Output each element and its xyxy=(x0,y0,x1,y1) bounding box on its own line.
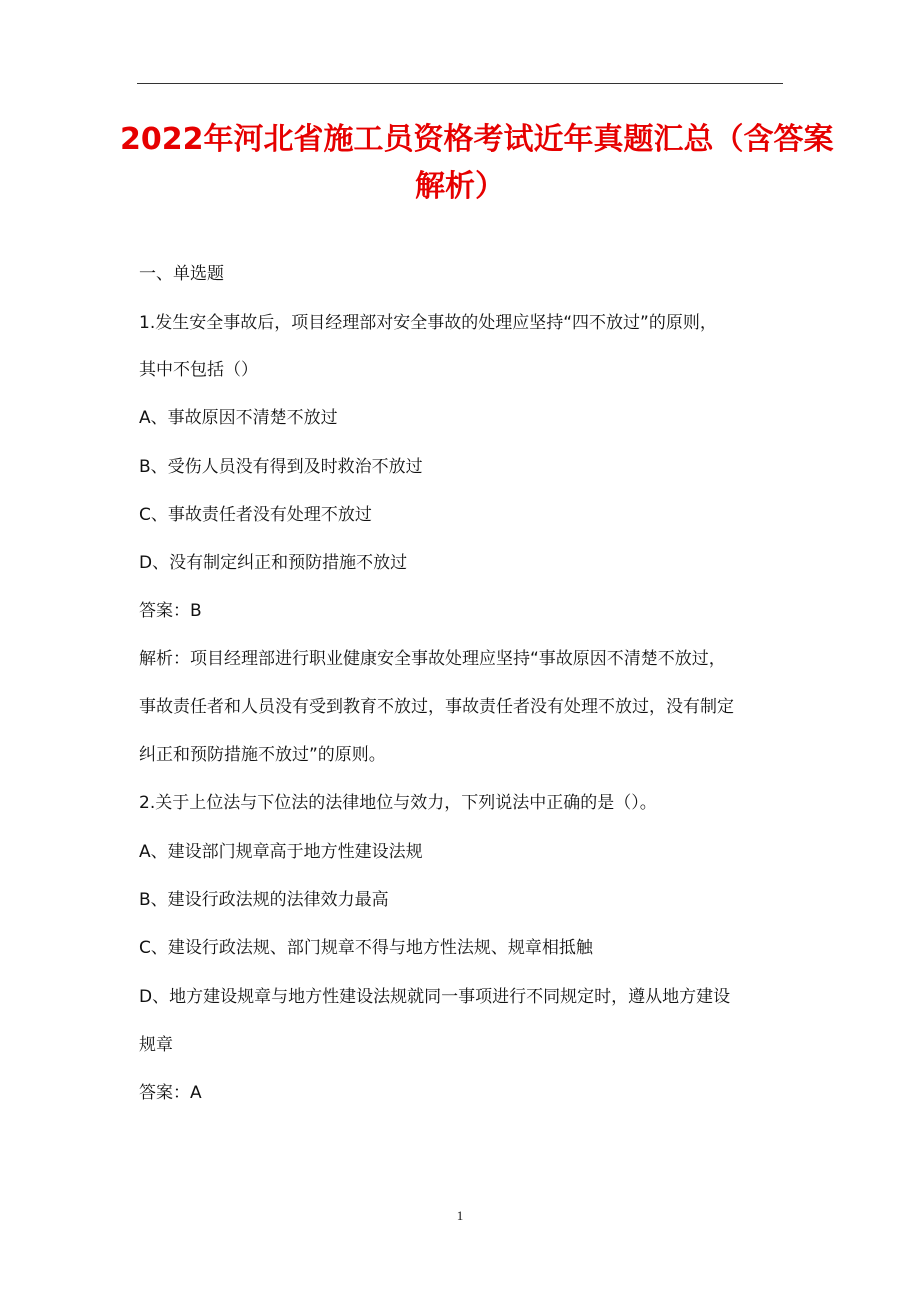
question-2-option-a: A、建设部门规章高于地方性建设法规 xyxy=(139,842,423,862)
question-1-option-d: D、没有制定纠正和预防措施不放过 xyxy=(139,553,408,573)
question-1-answer: 答案：B xyxy=(139,601,202,621)
question-2-stem: 2.关于上位法与下位法的法律地位与效力，下列说法中正确的是（）。 xyxy=(139,793,657,813)
question-2-option-b: B、建设行政法规的法律效力最高 xyxy=(139,890,389,910)
document-title-line-1: 2022年河北省施工员资格考试近年真题汇总（含答案 xyxy=(120,122,834,157)
question-2-option-c: C、建设行政法规、部门规章不得与地方性法规、规章相抵触 xyxy=(139,938,593,958)
question-1-option-b: B、受伤人员没有得到及时救治不放过 xyxy=(139,457,423,477)
question-2-option-d-line-2: 规章 xyxy=(139,1035,173,1055)
question-1-analysis-line-1: 解析：项目经理部进行职业健康安全事故处理应坚持“事故原因不清楚不放过， xyxy=(139,649,726,669)
section-heading: 一、单选题 xyxy=(139,264,224,284)
question-1-option-c: C、事故责任者没有处理不放过 xyxy=(139,505,372,525)
question-2-answer: 答案：A xyxy=(139,1083,202,1103)
question-1-option-a: A、事故原因不清楚不放过 xyxy=(139,408,338,428)
question-1-stem-line-1: 1.发生安全事故后，项目经理部对安全事故的处理应坚持“四不放过”的原则， xyxy=(139,313,717,333)
document-title-line-2: 解析） xyxy=(415,169,505,204)
page-number: 1 xyxy=(456,1208,464,1223)
question-1-stem-line-2: 其中不包括（） xyxy=(139,360,258,380)
question-2-option-d-line-1: D、地方建设规章与地方性建设法规就同一事项进行不同规定时，遵从地方建设 xyxy=(139,987,731,1007)
header-rule xyxy=(137,83,783,84)
question-1-analysis-line-2: 事故责任者和人员没有受到教育不放过，事故责任者没有处理不放过，没有制定 xyxy=(139,697,734,717)
question-1-analysis-line-3: 纠正和预防措施不放过”的原则。 xyxy=(139,745,386,765)
